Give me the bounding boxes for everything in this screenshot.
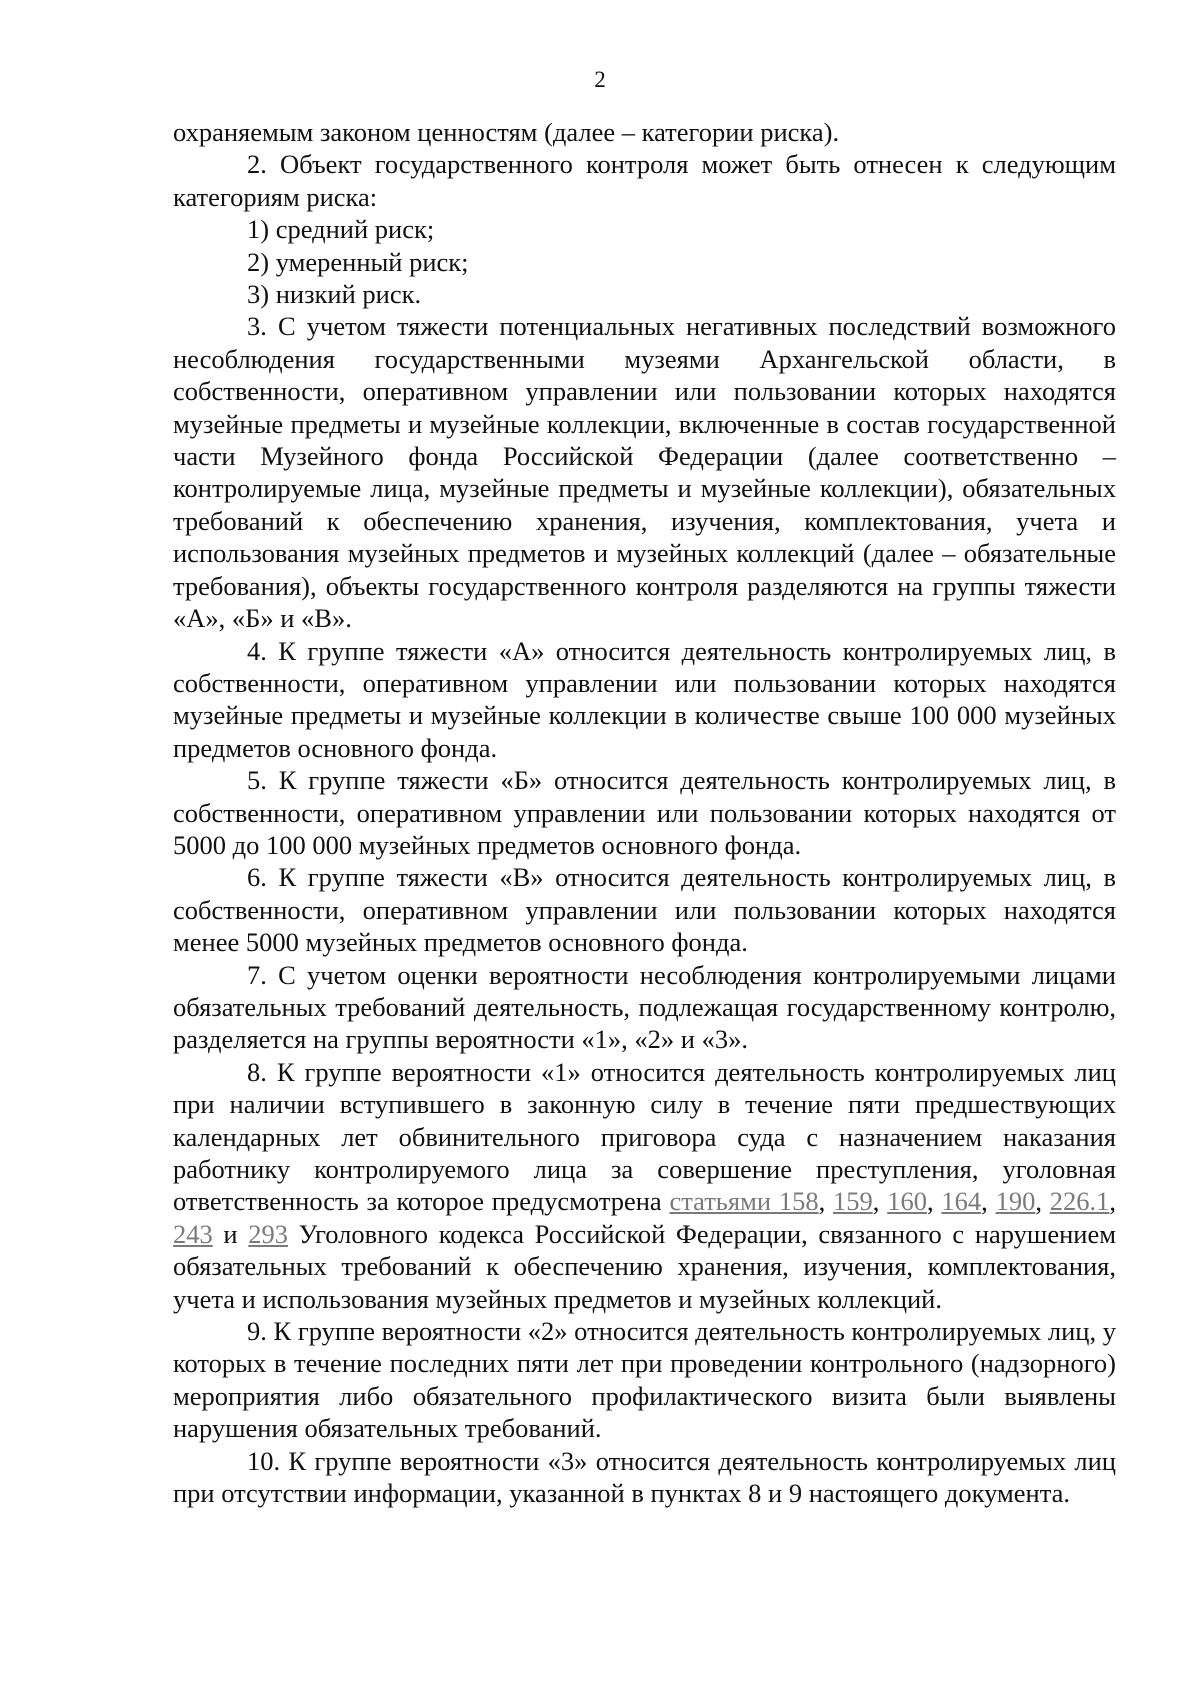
paragraph-7: 7. С учетом оценки вероятности несоблюдения контролируемыми лицами обязательных требований деятельность, подлежащая государственному контролю, разделяется на группы вероятности «1», «2» и «3». (173, 959, 1116, 1055)
risk-category-item-1: 1) средний риск; (247, 214, 435, 245)
paragraph-6: 6. К группе тяжести «В» относится деятельность контролируемых лиц, в собственности, оперативном управлении или пользовании которых находятся менее 5000 музейных предметов основного фонда. (173, 862, 1116, 958)
article-link-226-1[interactable]: 226.1 (1049, 1186, 1110, 1217)
paragraph-8-tail: Уголовного кодекса Российской Федерации, связанного с нарушением обязательных требований к обеспечению хранения, изучения, комплектования, учета и использования музейных предметов и музейных коллекций. (173, 1218, 1116, 1314)
article-link-190[interactable]: 190 (995, 1186, 1036, 1217)
risk-category-item-2: 2) умеренный риск; (247, 246, 469, 277)
paragraph-9: 9. К группе вероятности «2» относится деятельность контролируемых лиц, у которых в течение последних пяти лет при проведении контрольного (надзорного) мероприятия либо обязательного профилактического визита были выявлены нарушения обязательных требований. (173, 1316, 1116, 1444)
paragraph-continuation: охраняемым законом ценностям (далее – категории риска). (173, 117, 840, 147)
article-link-158[interactable]: статьями 158 (669, 1186, 819, 1217)
paragraph-4: 4. К группе тяжести «А» относится деятельность контролируемых лиц, в собственности, оперативном управлении или пользовании которых находятся музейные предметы и музейные коллекции в количестве свыше 100 000 музейных предметов основного фонда. (173, 635, 1116, 763)
link-separator: , (981, 1186, 996, 1217)
link-separator: , (872, 1186, 888, 1217)
link-separator: , (926, 1186, 942, 1217)
article-link-243[interactable]: 243 (173, 1218, 213, 1249)
paragraph-2: 2. Объект государственного контроля может быть отнесен к следующим категориям риска: (173, 149, 1116, 212)
link-separator: , (1109, 1186, 1117, 1217)
paragraph-10: 10. К группе вероятности «3» относится деятельность контролируемых лиц при отсутствии информации, указанной в пунктах 8 и 9 настоящего документа. (173, 1445, 1116, 1509)
article-link-159[interactable]: 159 (833, 1186, 873, 1217)
document-body (173, 116, 1116, 1509)
paragraph-8-lead: 8. К группе вероятности «1» относится деятельность контролируемых лиц при наличии вступившего в законную силу в течение пяти предшествующих календарных лет обвинительного приговора суда с назначением наказания работнику контролируемого лица за совершение преступления, уголовная ответственность за которое предусмотрена (173, 1056, 1116, 1217)
paragraph-3: 3. С учетом тяжести потенциальных негативных последствий возможного несоблюдения государственными музеями Архангельской области, в собственности, оперативном управлении или пользовании которых находятся музейные предметы и музейные коллекции, включенные в состав государственной части Музейного фонда Российской Федерации (далее соответственно – контролируемые лица, музейные предметы и музейные коллекции), обязательных требований к обеспечению хранения, изучения, комплектования, учета и использования музейных предметов и музейных коллекций (далее – обязательные требования), объекты государственного контроля разделяются на группы тяжести «А», «Б» и «В». (173, 311, 1116, 634)
page-number: 2 (594, 67, 606, 92)
link-separator: , (1035, 1186, 1050, 1217)
link-separator: , (818, 1186, 834, 1217)
article-link-293[interactable]: 293 (248, 1218, 288, 1249)
article-link-160[interactable]: 160 (887, 1186, 927, 1217)
link-conjunction: и (212, 1218, 249, 1249)
paragraph-5: 5. К группе тяжести «Б» относится деятельность контролируемых лиц, в собственности, оперативном управлении или пользовании которых находятся от 5000 до 100 000 музейных предметов основного фонда. (173, 765, 1116, 860)
paragraph-8 (173, 1056, 1116, 1315)
risk-category-item-3: 3) низкий риск. (247, 279, 422, 310)
article-link-164[interactable]: 164 (941, 1186, 982, 1217)
